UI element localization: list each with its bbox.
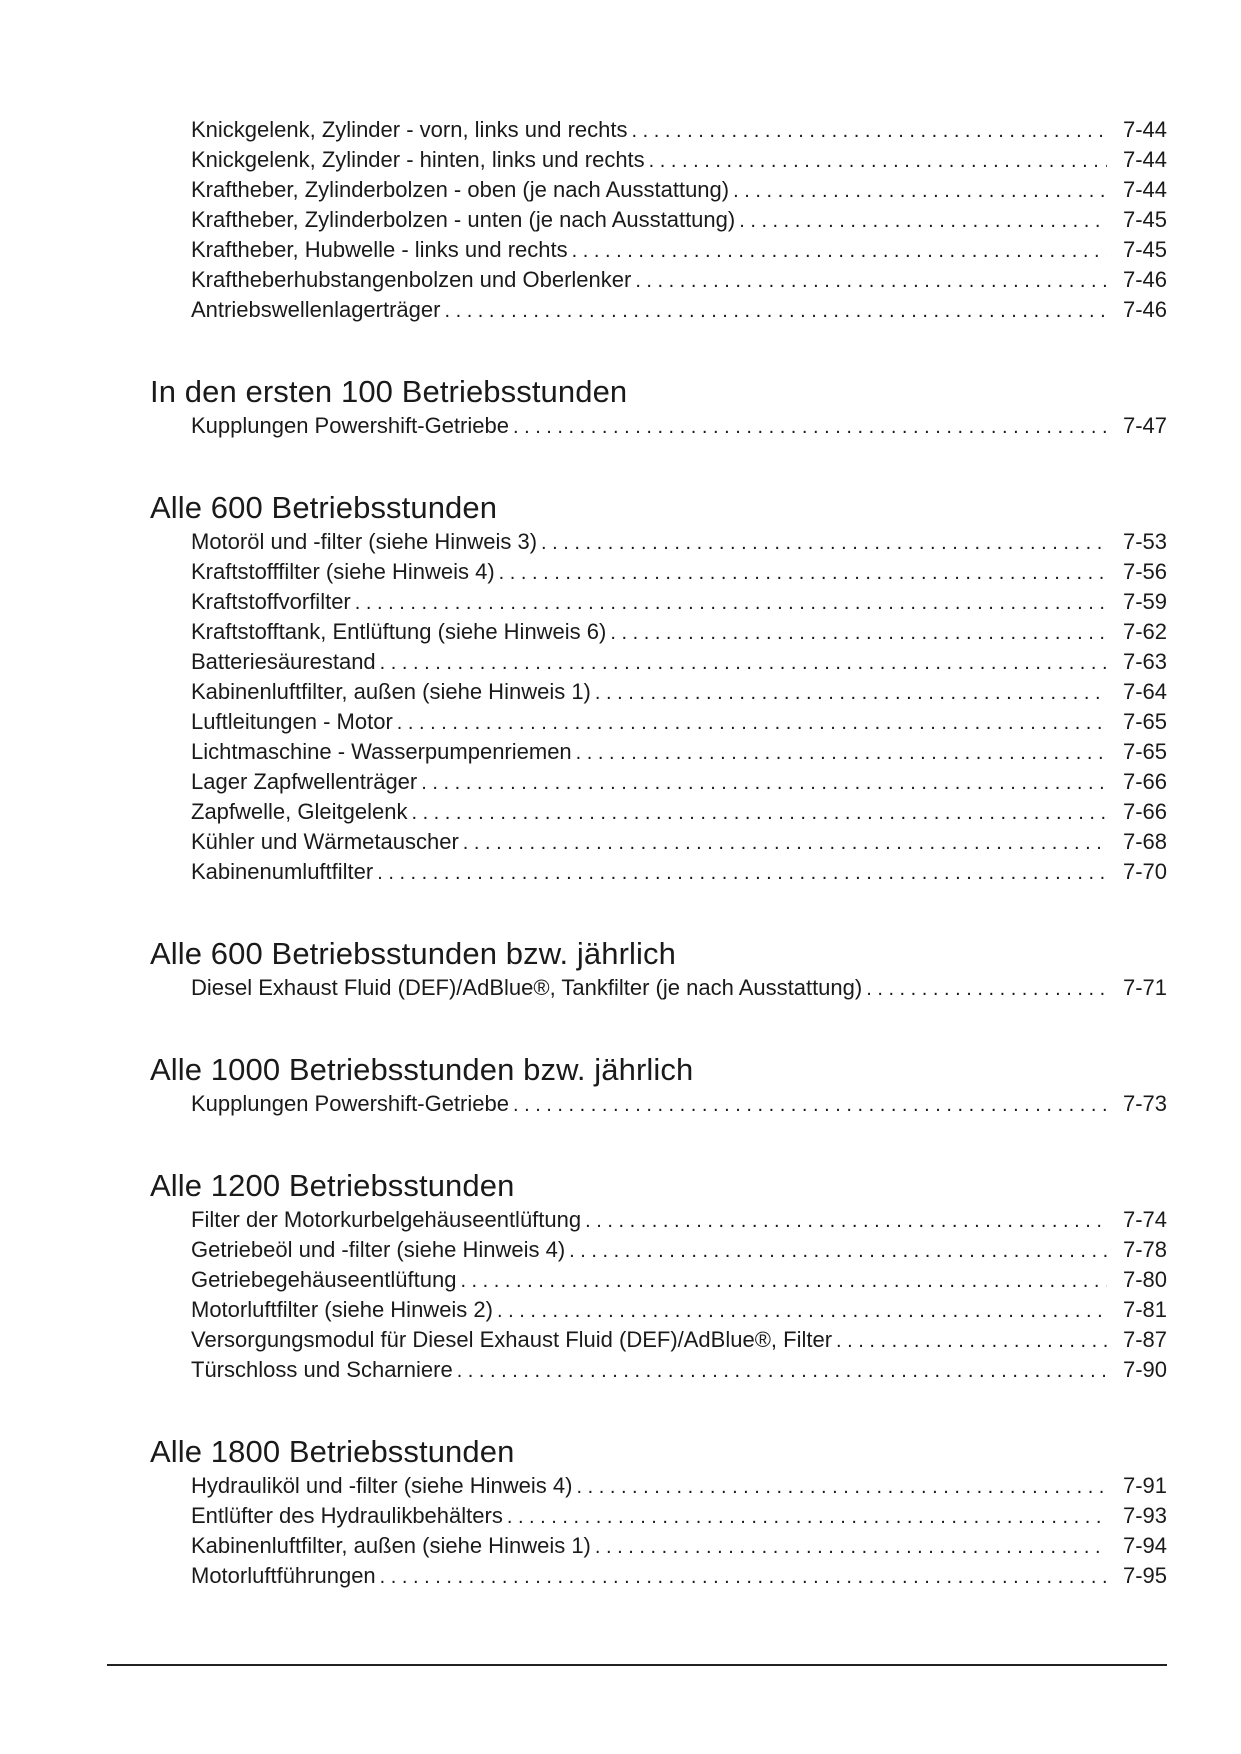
- dot-leader: [576, 738, 1107, 768]
- toc-entry-label: Lager Zapfwellenträger: [191, 769, 418, 794]
- dot-leader: [610, 618, 1107, 648]
- toc-entry-page-number: 7-66: [1122, 769, 1167, 794]
- toc-entry[interactable]: [191, 677, 1167, 707]
- toc-entry-page-number: 7-47: [1122, 413, 1167, 438]
- toc-entry-page-number: 7-74: [1122, 1207, 1167, 1232]
- toc-entry[interactable]: [191, 175, 1167, 205]
- toc-entry[interactable]: [191, 411, 1167, 441]
- toc-entry-page-number: 7-44: [1122, 117, 1167, 142]
- dot-leader: [463, 828, 1107, 858]
- toc-entry-label: Versorgungsmodul für Diesel Exhaust Fluid (DEF)/AdBlue®, Filter: [191, 1327, 833, 1352]
- toc-entry-label: Kabinenluftfilter, außen (siehe Hinweis 1): [191, 679, 591, 704]
- toc-entry-page-number: 7-66: [1122, 799, 1167, 824]
- toc-entry-label: Kraftstofftank, Entlüftung (siehe Hinweis 6): [191, 619, 607, 644]
- toc-entry-page-number: 7-95: [1122, 1563, 1167, 1588]
- toc-entry[interactable]: [191, 737, 1167, 767]
- dot-leader: [836, 1326, 1107, 1356]
- dot-leader: [397, 708, 1107, 738]
- dot-leader: [499, 558, 1107, 588]
- toc-entry-page-number: 7-44: [1122, 177, 1167, 202]
- dot-leader: [569, 1236, 1107, 1266]
- dot-leader: [355, 588, 1107, 618]
- dot-leader: [421, 768, 1107, 798]
- toc-entry-page-number: 7-93: [1122, 1503, 1167, 1528]
- toc-entry[interactable]: [191, 527, 1167, 557]
- toc-entry-label: Kraftheber, Zylinderbolzen - unten (je nach Ausstattung): [191, 207, 736, 232]
- dot-leader: [576, 1472, 1107, 1502]
- dot-leader: [444, 296, 1107, 326]
- toc-entry-list: [150, 973, 1167, 1003]
- toc-entry[interactable]: [191, 647, 1167, 677]
- toc-entry[interactable]: [191, 1561, 1167, 1591]
- toc-entry[interactable]: [191, 145, 1167, 175]
- dot-leader: [377, 858, 1107, 888]
- toc-entry-list: [150, 1471, 1167, 1591]
- dot-leader: [632, 116, 1107, 146]
- toc-entry-page-number: 7-53: [1122, 529, 1167, 554]
- toc-entry[interactable]: [191, 1089, 1167, 1119]
- toc-entry[interactable]: [191, 1501, 1167, 1531]
- dot-leader: [572, 236, 1107, 266]
- toc-entry[interactable]: [191, 295, 1167, 325]
- toc-entry-page-number: 7-59: [1122, 589, 1167, 614]
- toc-entry-label: Kabinenumluftfilter: [191, 859, 374, 884]
- section-heading: Alle 600 Betriebsstunden bzw. jährlich: [150, 936, 676, 971]
- toc-entry-list: [150, 115, 1167, 325]
- dot-leader: [739, 206, 1107, 236]
- toc-entry-label: Luftleitungen - Motor: [191, 709, 393, 734]
- toc-section: [150, 1435, 1167, 1591]
- dot-leader: [507, 1502, 1107, 1532]
- dot-leader: [635, 266, 1107, 296]
- toc-entry-label: Motorluftfilter (siehe Hinweis 2): [191, 1297, 493, 1322]
- toc-entry-page-number: 7-91: [1122, 1473, 1167, 1498]
- toc-entry[interactable]: [191, 797, 1167, 827]
- toc-entry-label: Entlüfter des Hydraulikbehälters: [191, 1503, 503, 1528]
- dot-leader: [866, 974, 1107, 1004]
- dot-leader: [649, 146, 1107, 176]
- toc-entry-label: Kraftheberhubstangenbolzen und Oberlenker: [191, 267, 632, 292]
- toc-entry-page-number: 7-45: [1122, 207, 1167, 232]
- dot-leader: [497, 1296, 1107, 1326]
- toc-entry-label: Getriebeöl und -filter (siehe Hinweis 4): [191, 1237, 566, 1262]
- toc-entry-label: Diesel Exhaust Fluid (DEF)/AdBlue®, Tankfilter (je nach Ausstattung): [191, 975, 863, 1000]
- toc-entry-list: [150, 527, 1167, 887]
- dot-leader: [595, 678, 1107, 708]
- toc-entry[interactable]: [191, 587, 1167, 617]
- toc-entry-page-number: 7-81: [1122, 1297, 1167, 1322]
- toc-entry-page-number: 7-64: [1122, 679, 1167, 704]
- toc-entry-label: Kraftheber, Hubwelle - links und rechts: [191, 237, 568, 262]
- dot-leader: [541, 528, 1107, 558]
- toc-section: [150, 375, 1167, 441]
- toc-entry[interactable]: [191, 857, 1167, 887]
- toc-entry[interactable]: [191, 1355, 1167, 1385]
- toc-entry-label: Antriebswellenlagerträger: [191, 297, 441, 322]
- toc-section: [150, 1169, 1167, 1385]
- toc-entry-page-number: 7-46: [1122, 267, 1167, 292]
- toc-entry-label: Kraftheber, Zylinderbolzen - oben (je nach Ausstattung): [191, 177, 730, 202]
- toc-entry-page-number: 7-44: [1122, 147, 1167, 172]
- dot-leader: [513, 1090, 1107, 1120]
- toc-entry-page-number: 7-90: [1122, 1357, 1167, 1382]
- section-heading: Alle 600 Betriebsstunden: [150, 490, 498, 525]
- footer-divider: [107, 1664, 1167, 1666]
- toc-entry-label: Knickgelenk, Zylinder - hinten, links und rechts: [191, 147, 645, 172]
- toc-entry-page-number: 7-78: [1122, 1237, 1167, 1262]
- toc-section: [150, 115, 1167, 325]
- toc-entry-page-number: 7-65: [1122, 709, 1167, 734]
- toc-entry-label: Kühler und Wärmetauscher: [191, 829, 459, 854]
- dot-leader: [457, 1356, 1107, 1386]
- dot-leader: [595, 1532, 1107, 1562]
- toc-entry-label: Kupplungen Powershift-Getriebe: [191, 1091, 509, 1116]
- toc-entry-label: Knickgelenk, Zylinder - vorn, links und rechts: [191, 117, 628, 142]
- toc-entry[interactable]: [191, 1235, 1167, 1265]
- toc-entry-list: [150, 411, 1167, 441]
- toc-entry-label: Kupplungen Powershift-Getriebe: [191, 413, 509, 438]
- toc-entry[interactable]: [191, 1471, 1167, 1501]
- toc-entry[interactable]: [191, 557, 1167, 587]
- toc-entry-label: Hydrauliköl und -filter (siehe Hinweis 4): [191, 1473, 573, 1498]
- toc-entry[interactable]: [191, 115, 1167, 145]
- toc-entry-label: Motoröl und -filter (siehe Hinweis 3): [191, 529, 538, 554]
- dot-leader: [380, 648, 1107, 678]
- toc-entry-label: Kraftstofffilter (siehe Hinweis 4): [191, 559, 495, 584]
- toc-entry-label: Motorluftführungen: [191, 1563, 376, 1588]
- toc-entry[interactable]: [191, 205, 1167, 235]
- toc-entry-page-number: 7-65: [1122, 739, 1167, 764]
- dot-leader: [460, 1266, 1107, 1296]
- dot-leader: [411, 798, 1107, 828]
- toc-entry[interactable]: [191, 707, 1167, 737]
- toc-entry-label: Batteriesäurestand: [191, 649, 376, 674]
- toc-entry[interactable]: [191, 1295, 1167, 1325]
- toc-entry[interactable]: [191, 827, 1167, 857]
- toc-entry-page-number: 7-71: [1122, 975, 1167, 1000]
- toc-entry[interactable]: [191, 235, 1167, 265]
- section-heading: In den ersten 100 Betriebsstunden: [150, 374, 628, 409]
- section-heading: Alle 1000 Betriebsstunden bzw. jährlich: [150, 1052, 694, 1087]
- section-heading: Alle 1800 Betriebsstunden: [150, 1434, 515, 1469]
- toc-entry-page-number: 7-46: [1122, 297, 1167, 322]
- toc-entry[interactable]: [191, 617, 1167, 647]
- dot-leader: [585, 1206, 1107, 1236]
- toc-entry-label: Zapfwelle, Gleitgelenk: [191, 799, 408, 824]
- toc-entry-page-number: 7-45: [1122, 237, 1167, 262]
- toc-entry-page-number: 7-70: [1122, 859, 1167, 884]
- toc-section: [150, 1053, 1167, 1119]
- toc-entry[interactable]: [191, 1205, 1167, 1235]
- toc-entry-label: Getriebegehäuseentlüftung: [191, 1267, 457, 1292]
- dot-leader: [733, 176, 1107, 206]
- toc-entry-label: Türschloss und Scharniere: [191, 1357, 453, 1382]
- toc-entry[interactable]: [191, 973, 1167, 1003]
- dot-leader: [380, 1562, 1107, 1592]
- toc-section: [150, 937, 1167, 1003]
- toc-entry-list: [150, 1205, 1167, 1385]
- toc-entry[interactable]: [191, 1265, 1167, 1295]
- toc-entry-page-number: 7-73: [1122, 1091, 1167, 1116]
- toc-entry-label: Lichtmaschine - Wasserpumpenriemen: [191, 739, 572, 764]
- toc-entry-page-number: 7-87: [1122, 1327, 1167, 1352]
- toc-entry[interactable]: [191, 1531, 1167, 1561]
- toc-entry-page-number: 7-63: [1122, 649, 1167, 674]
- section-heading: Alle 1200 Betriebsstunden: [150, 1168, 515, 1203]
- toc-entry-label: Filter der Motorkurbelgehäuseentlüftung: [191, 1207, 582, 1232]
- toc-entry[interactable]: [191, 1325, 1167, 1355]
- toc-entry-page-number: 7-94: [1122, 1533, 1167, 1558]
- toc-entry-label: Kraftstoffvorfilter: [191, 589, 351, 614]
- toc-entry-list: [150, 1089, 1167, 1119]
- toc-entry-page-number: 7-62: [1122, 619, 1167, 644]
- toc-section: [150, 491, 1167, 887]
- toc-entry-page-number: 7-68: [1122, 829, 1167, 854]
- toc-entry-label: Kabinenluftfilter, außen (siehe Hinweis 1): [191, 1533, 591, 1558]
- toc-entry-page-number: 7-80: [1122, 1267, 1167, 1292]
- toc-entry[interactable]: [191, 265, 1167, 295]
- dot-leader: [513, 412, 1107, 442]
- toc-entry[interactable]: [191, 767, 1167, 797]
- table-of-contents: [150, 115, 1167, 1591]
- toc-entry-page-number: 7-56: [1122, 559, 1167, 584]
